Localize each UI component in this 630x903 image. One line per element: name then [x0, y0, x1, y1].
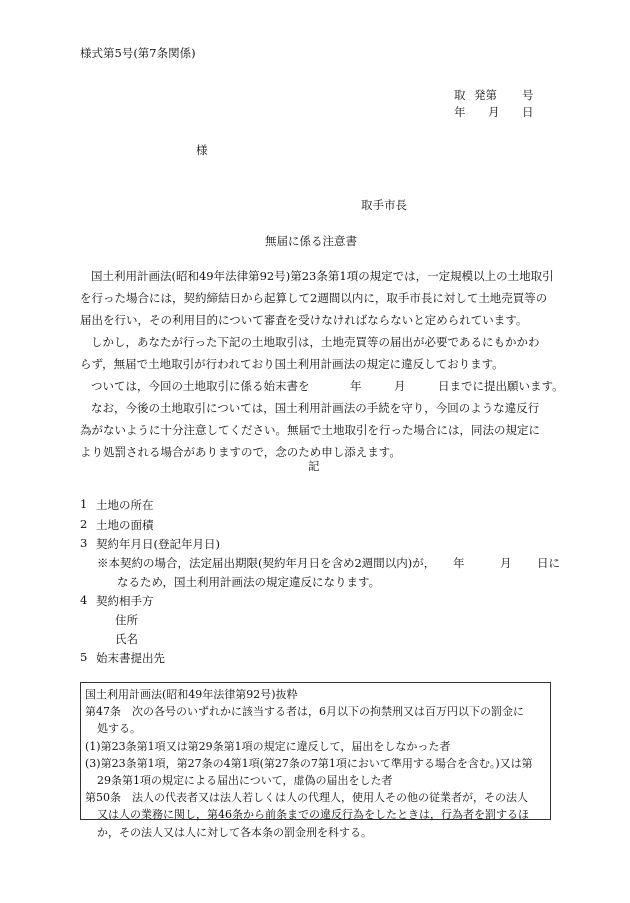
body-line: を行った場合には，契約締結日から起算して2週間以内に，取手市長に対して土地売買等の: [80, 291, 548, 305]
list-item: 3 契約年月日(登記年月日): [80, 536, 220, 551]
law-line: 第47条 次の各号のいずれかに該当する者は，6月以下の拘禁刑又は百万円以下の罰金に: [85, 705, 524, 719]
deadline-prefix: ついては，今回の土地取引に係る始末書を: [91, 379, 310, 393]
body-line: らず，無届で土地取引が行われており国土利用計画法の規定に違反しております。: [80, 357, 504, 371]
deadline-suffix: 日までに提出願います。: [438, 379, 564, 393]
list-item: 1 土地の所在: [80, 497, 154, 512]
note-line-1: ※本契約の場合，法定届出期限(契約年月日を含め2週間以内)が， 年 月 日に: [97, 556, 560, 570]
party-name-label: 氏名: [115, 632, 138, 646]
deadline-line: [80, 375, 564, 397]
law-line: 国土利用計画法(昭和49年法律第92号)抜粋: [85, 688, 298, 701]
body-line: より処罰される場合がありますので，念のため申し添えます。: [80, 445, 401, 459]
body-text: [80, 265, 564, 463]
doc-number-prefix: 取: [454, 88, 466, 102]
note-line-2: なるため，国土利用計画法の規定違反になります。: [117, 575, 381, 589]
law-line: (3)第23条第1項，第27条の4第1項(第27条の7第1項において準用する場合を含む。)又は第: [85, 756, 533, 770]
sender: 取手市長: [361, 198, 407, 212]
body-line: 為がないように十分注意してください。無届で土地取引を行った場合には，同法の規定に: [80, 423, 540, 437]
addressee: 様: [196, 143, 208, 157]
deadline-year: 年: [350, 379, 362, 393]
list-item: 2 土地の面積: [80, 517, 154, 532]
body-line: 届出を行い，その利用目的について審査を受けなければならないと定められています。: [80, 313, 528, 327]
date-year: 年: [454, 105, 466, 119]
body-line: 国土利用計画法(昭和49年法律第92号)第23条第1項の規定では，一定規模以上の土地取引: [91, 269, 554, 283]
date-day: 日: [522, 105, 534, 119]
law-line: 29条第1項の規定による届出について，虚偽の届出をした者: [97, 774, 393, 788]
law-line: 第50条 法人の代表者又は法人若しくは人の代理人，使用人その他の従業者が，その法人: [85, 791, 528, 805]
law-excerpt-box: [80, 682, 551, 839]
deadline-month: 月: [394, 379, 406, 393]
list-item: 5 始末書提出先: [80, 650, 165, 665]
list-item: 4 契約相手方: [80, 593, 154, 608]
body-line: しかし，あなたが行った下記の土地取引は，土地売買等の届出が必要であるにもかかわ: [91, 335, 540, 349]
law-line: (1)第23条第1項又は第29条第1項の規定に違反して，届出をしなかった者: [85, 739, 451, 753]
law-line: か，その法人又は人に対して各本条の罰金刑を科する。: [97, 825, 372, 839]
body-line: なお，今後の土地取引については，国土利用計画法の手続を守り，今回のような違反行: [91, 401, 540, 415]
doc-number-mid: 発第: [474, 88, 497, 102]
law-line: 処する。: [97, 722, 141, 736]
date-month: 月: [488, 105, 500, 119]
form-label: 様式第5号(第7条関係): [80, 46, 196, 60]
doc-number-suffix: 号: [522, 88, 534, 102]
document-title: 無届に係る注意書: [265, 234, 357, 248]
ki-heading: 記: [308, 459, 320, 473]
party-address-label: 住所: [115, 613, 138, 627]
law-line: 又は人の業務に関し，第46条から前条までの違反行為をしたときは，行為者を罰するほ: [97, 808, 529, 822]
